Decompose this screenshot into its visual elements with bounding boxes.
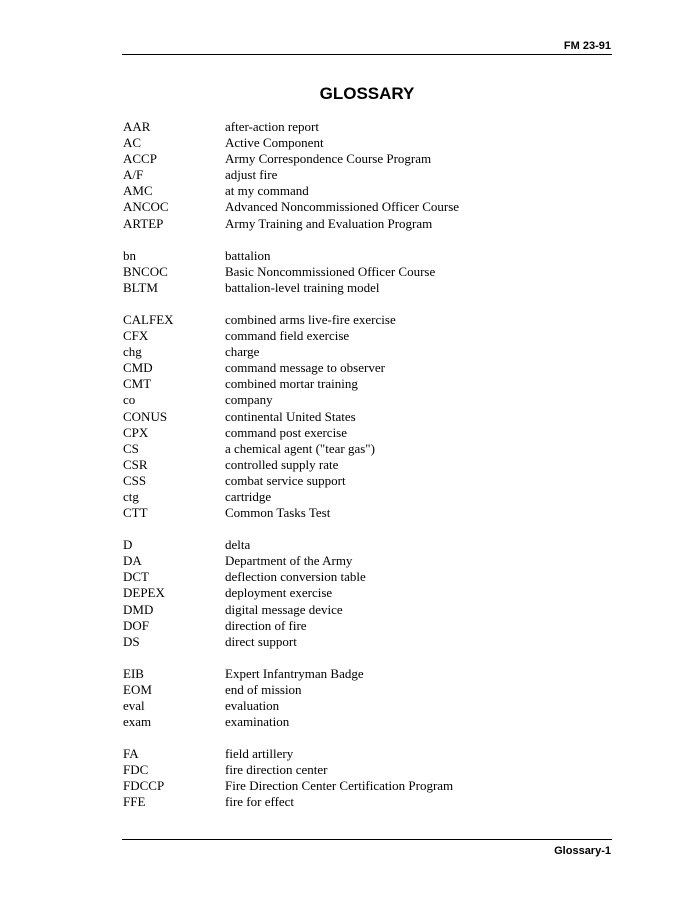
glossary-definition: command field exercise — [225, 328, 350, 344]
glossary-entry — [123, 248, 613, 264]
glossary-entry — [123, 682, 613, 698]
glossary-entry — [123, 553, 613, 569]
glossary-entry — [123, 585, 613, 601]
glossary-entry — [123, 794, 613, 810]
glossary-abbreviation: EOM — [123, 681, 152, 697]
glossary-entry — [123, 537, 613, 553]
glossary-definition: a chemical agent ("tear gas") — [225, 440, 375, 456]
glossary-definition: at my command — [225, 183, 309, 199]
glossary-group-b — [123, 248, 613, 296]
glossary-definition: battalion-level training model — [225, 279, 380, 295]
glossary-definition: Basic Noncommissioned Officer Course — [225, 263, 436, 279]
glossary-definition: cartridge — [225, 488, 272, 504]
glossary-abbreviation: CMT — [123, 376, 152, 392]
glossary-entry — [123, 328, 613, 344]
glossary-abbreviation: DA — [123, 553, 142, 569]
document-id: FM 23-91 — [563, 40, 611, 52]
glossary-entry — [123, 135, 613, 151]
glossary-definition: field artillery — [225, 746, 294, 762]
glossary-entry — [123, 199, 613, 215]
glossary-abbreviation: FDC — [123, 762, 149, 778]
glossary-entry — [123, 602, 613, 618]
glossary-definition: combined mortar training — [225, 376, 358, 392]
glossary-definition: Army Correspondence Course Program — [225, 151, 432, 167]
glossary-entry — [123, 473, 613, 489]
glossary-definition: digital message device — [225, 601, 343, 617]
glossary-entry — [123, 457, 613, 473]
glossary-entry — [123, 409, 613, 425]
glossary-abbreviation: FFE — [123, 794, 146, 810]
glossary-entry — [123, 698, 613, 714]
glossary-definition: Army Training and Evaluation Program — [225, 215, 433, 231]
glossary-definition: Expert Infantryman Badge — [225, 665, 364, 681]
glossary-abbreviation: eval — [123, 698, 145, 713]
footer-divider — [122, 839, 612, 840]
glossary-definition: direct support — [225, 633, 297, 649]
glossary-entry — [123, 618, 613, 634]
glossary-abbreviation: BLTM — [123, 279, 158, 295]
glossary-definition: combat service support — [225, 472, 346, 488]
glossary-abbreviation: bn — [123, 247, 136, 263]
glossary-definition: combined arms live-fire exercise — [225, 311, 396, 327]
glossary-entry — [123, 666, 613, 682]
glossary-entry — [123, 312, 613, 328]
glossary-abbreviation: FDCCP — [123, 778, 165, 794]
glossary-abbreviation: CTT — [123, 505, 148, 521]
glossary-abbreviation: CSS — [123, 472, 147, 488]
glossary-definition: Advanced Noncommissioned Officer Course — [225, 199, 460, 215]
glossary-abbreviation: co — [123, 392, 136, 408]
page-number: Glossary-1 — [554, 845, 611, 857]
glossary-abbreviation: AAR — [123, 119, 151, 134]
glossary-definition: end of mission — [225, 681, 302, 697]
glossary-abbreviation: DOF — [123, 617, 150, 633]
glossary-definition: continental United States — [225, 408, 356, 424]
glossary-group-e — [123, 666, 613, 730]
glossary-entry — [123, 264, 613, 280]
glossary-abbreviation: CMD — [123, 360, 153, 376]
glossary-definition: fire direction center — [225, 762, 328, 778]
glossary-entry — [123, 634, 613, 650]
glossary-definition: deployment exercise — [225, 585, 333, 601]
glossary-abbreviation: AC — [123, 135, 142, 151]
glossary-abbreviation: ctg — [123, 488, 139, 504]
glossary-group-a — [123, 119, 613, 232]
glossary-abbreviation: DCT — [123, 569, 149, 585]
glossary-definition: battalion — [225, 247, 271, 263]
glossary-abbreviation: exam — [123, 714, 152, 730]
glossary-abbreviation: ANCOC — [123, 199, 169, 215]
glossary-entry — [123, 762, 613, 778]
glossary-abbreviation: DEPEX — [123, 585, 165, 601]
glossary-group-d — [123, 537, 613, 650]
glossary-entry — [123, 392, 613, 408]
glossary-definition: command message to observer — [225, 360, 385, 376]
glossary-definition: deflection conversion table — [225, 569, 366, 585]
glossary-entry — [123, 505, 613, 521]
glossary-abbreviation: DS — [123, 633, 140, 649]
glossary-definition: examination — [225, 714, 290, 730]
glossary-entry — [123, 167, 613, 183]
glossary-definition: Common Tasks Test — [225, 505, 331, 521]
glossary-entry — [123, 441, 613, 457]
glossary-entry — [123, 119, 613, 135]
glossary-definition: direction of fire — [225, 617, 307, 633]
header-divider — [122, 54, 612, 55]
glossary-abbreviation: ACCP — [123, 151, 157, 167]
glossary-list — [123, 119, 613, 827]
glossary-entry — [123, 151, 613, 167]
glossary-entry — [123, 569, 613, 585]
glossary-definition: Department of the Army — [225, 553, 353, 569]
glossary-entry — [123, 280, 613, 296]
glossary-entry — [123, 714, 613, 730]
glossary-entry — [123, 360, 613, 376]
glossary-definition: Fire Direction Center Certification Program — [225, 778, 454, 794]
glossary-definition: Active Component — [225, 135, 324, 151]
glossary-definition: after-action report — [225, 119, 319, 134]
glossary-definition: company — [225, 392, 273, 408]
glossary-entry — [123, 778, 613, 794]
glossary-entry — [123, 183, 613, 199]
glossary-abbreviation: chg — [123, 344, 142, 360]
glossary-abbreviation: DMD — [123, 601, 154, 617]
glossary-abbreviation: AMC — [123, 183, 153, 199]
glossary-entry — [123, 489, 613, 505]
glossary-definition: delta — [225, 537, 251, 553]
glossary-abbreviation: ARTEP — [123, 215, 164, 231]
glossary-abbreviation: CS — [123, 440, 139, 456]
glossary-group-c — [123, 312, 613, 521]
glossary-abbreviation: CPX — [123, 424, 149, 440]
glossary-abbreviation: BNCOC — [123, 263, 168, 279]
glossary-entry — [123, 376, 613, 392]
glossary-entry — [123, 216, 613, 232]
glossary-definition: command post exercise — [225, 424, 348, 440]
glossary-abbreviation: CONUS — [123, 408, 168, 424]
glossary-definition: evaluation — [225, 698, 280, 713]
glossary-entry — [123, 425, 613, 441]
glossary-abbreviation: CALFEX — [123, 311, 174, 327]
glossary-group-f — [123, 746, 613, 810]
glossary-definition: charge — [225, 344, 260, 360]
glossary-abbreviation: EIB — [123, 665, 144, 681]
glossary-entry — [123, 746, 613, 762]
glossary-abbreviation: CFX — [123, 328, 149, 344]
glossary-abbreviation: A/F — [123, 167, 144, 183]
glossary-definition: fire for effect — [225, 794, 295, 810]
glossary-definition: adjust fire — [225, 167, 278, 183]
glossary-abbreviation: FA — [123, 746, 139, 762]
page-title: GLOSSARY — [319, 84, 415, 103]
glossary-abbreviation: CSR — [123, 456, 148, 472]
glossary-entry — [123, 344, 613, 360]
glossary-definition: controlled supply rate — [225, 456, 339, 472]
glossary-abbreviation: D — [123, 537, 133, 553]
